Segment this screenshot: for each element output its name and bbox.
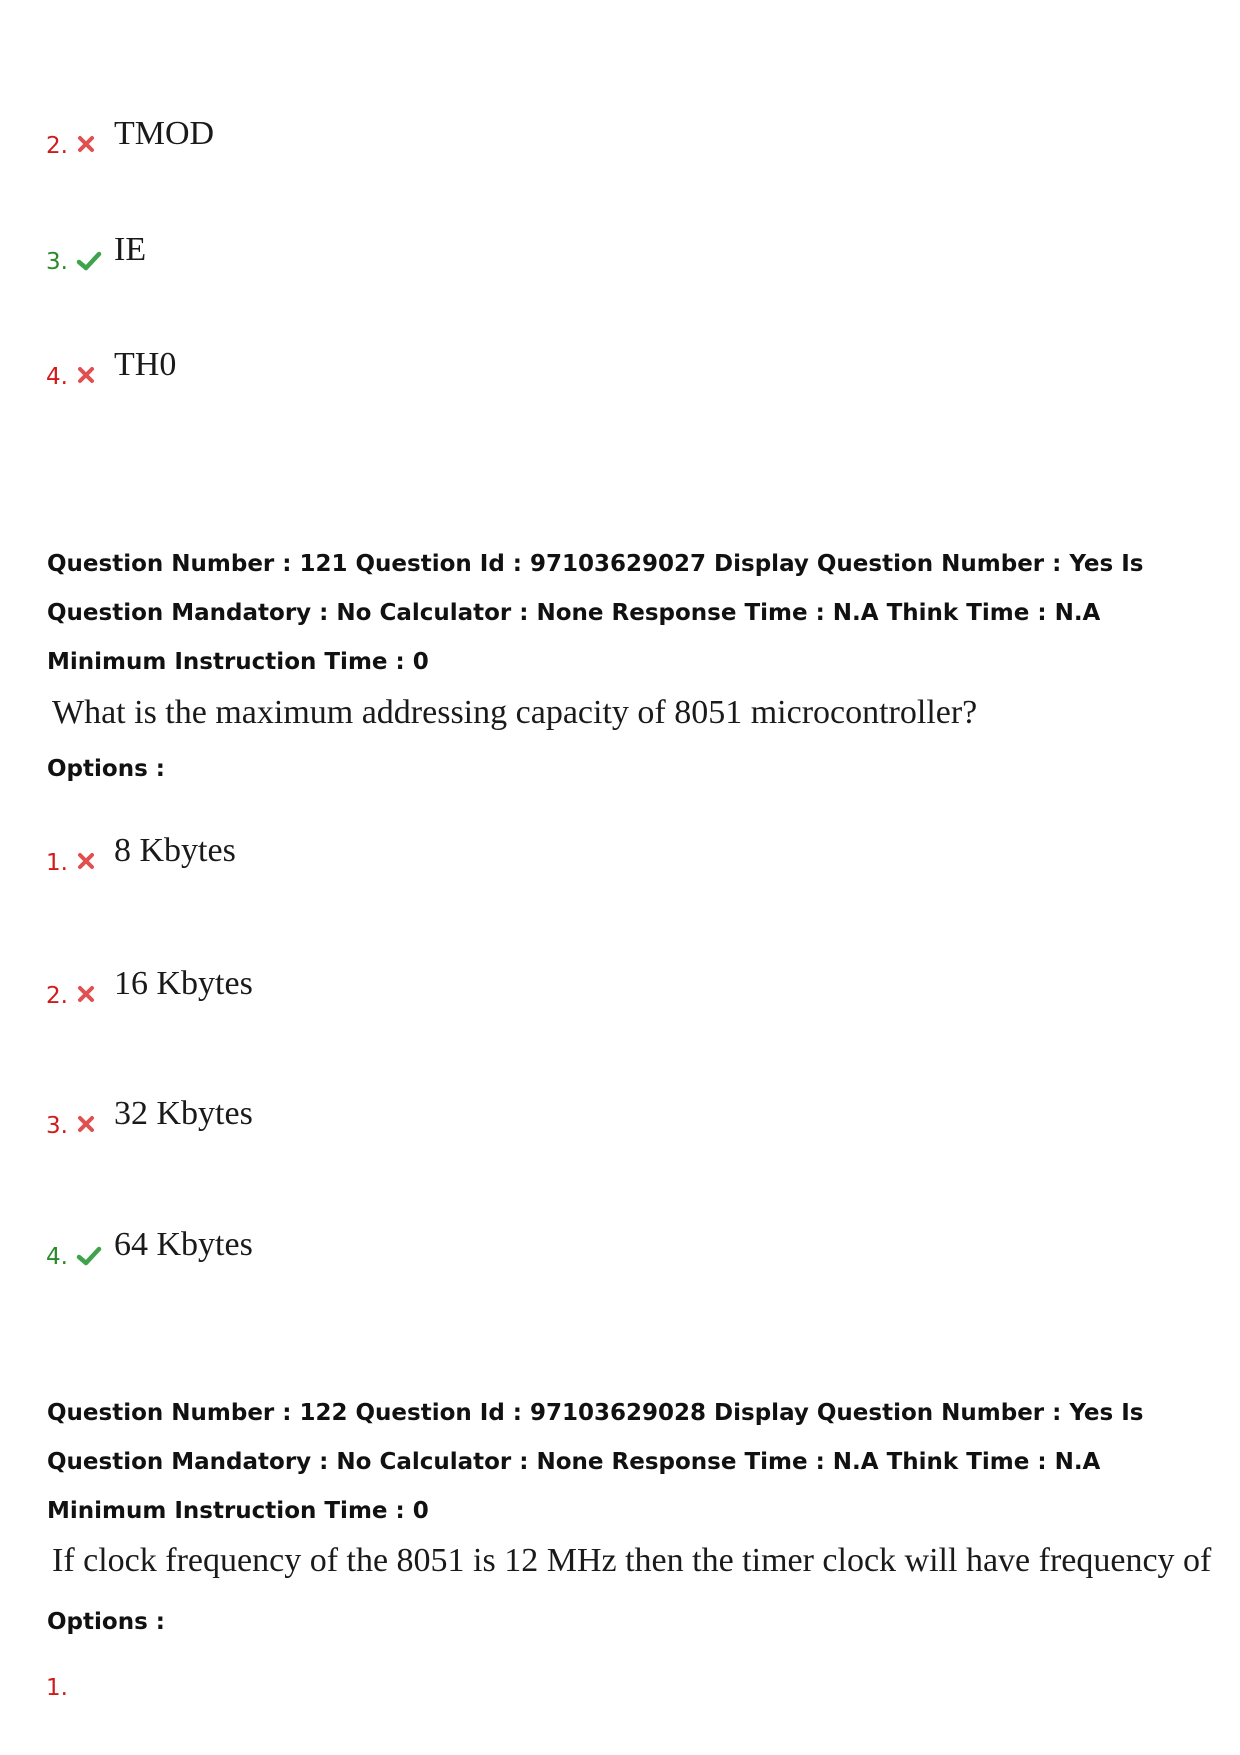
check-icon bbox=[76, 248, 104, 276]
question-121-meta: Question Number : 121 Question Id : 97103629027 Display Question Number : Yes Is Question Mandatory : No Calculator : None Response Time : N.A Think Time : N.A Minimum Instruction Time : 0 bbox=[47, 551, 1144, 675]
option-text: TMOD bbox=[114, 115, 215, 152]
cross-icon bbox=[76, 849, 104, 877]
option-text: IE bbox=[114, 231, 147, 268]
option-text: 16 Kbytes bbox=[114, 965, 253, 1002]
cross-icon bbox=[76, 1112, 104, 1140]
prev-option-2 bbox=[46, 100, 214, 160]
prev-option-3 bbox=[46, 216, 146, 276]
check-icon bbox=[76, 1243, 104, 1271]
option-number: 4. bbox=[46, 364, 68, 390]
option-number: 4. bbox=[46, 1244, 68, 1270]
question-122-text: If clock frequency of the 8051 is 12 MHz then the timer clock will have frequency of bbox=[52, 1542, 1212, 1579]
option-text: 64 Kbytes bbox=[114, 1226, 253, 1263]
q122-option-1 bbox=[46, 1642, 76, 1702]
question-122-options-label: Options : bbox=[47, 1609, 165, 1635]
option-text: 32 Kbytes bbox=[114, 1095, 253, 1132]
option-text: TH0 bbox=[114, 346, 177, 383]
option-number: 2. bbox=[46, 983, 68, 1009]
question-121-text: What is the maximum addressing capacity of 8051 microcontroller? bbox=[52, 694, 978, 731]
option-number: 1. bbox=[46, 850, 68, 876]
option-number: 1. bbox=[46, 1675, 68, 1701]
q121-option-4 bbox=[46, 1211, 253, 1271]
cross-icon bbox=[76, 363, 104, 391]
q121-option-2 bbox=[46, 950, 253, 1010]
option-text: 8 Kbytes bbox=[114, 832, 236, 869]
q121-option-3 bbox=[46, 1080, 253, 1140]
option-number: 3. bbox=[46, 249, 68, 275]
question-122-meta: Question Number : 122 Question Id : 97103629028 Display Question Number : Yes Is Question Mandatory : No Calculator : None Response Time : N.A Think Time : N.A Minimum Instruction Time : 0 bbox=[47, 1400, 1144, 1524]
cross-icon bbox=[76, 132, 104, 160]
q121-option-1 bbox=[46, 817, 236, 877]
question-121-options-label: Options : bbox=[47, 756, 165, 782]
cross-icon bbox=[76, 982, 104, 1010]
option-number: 3. bbox=[46, 1113, 68, 1139]
option-number: 2. bbox=[46, 133, 68, 159]
prev-option-4 bbox=[46, 331, 176, 391]
